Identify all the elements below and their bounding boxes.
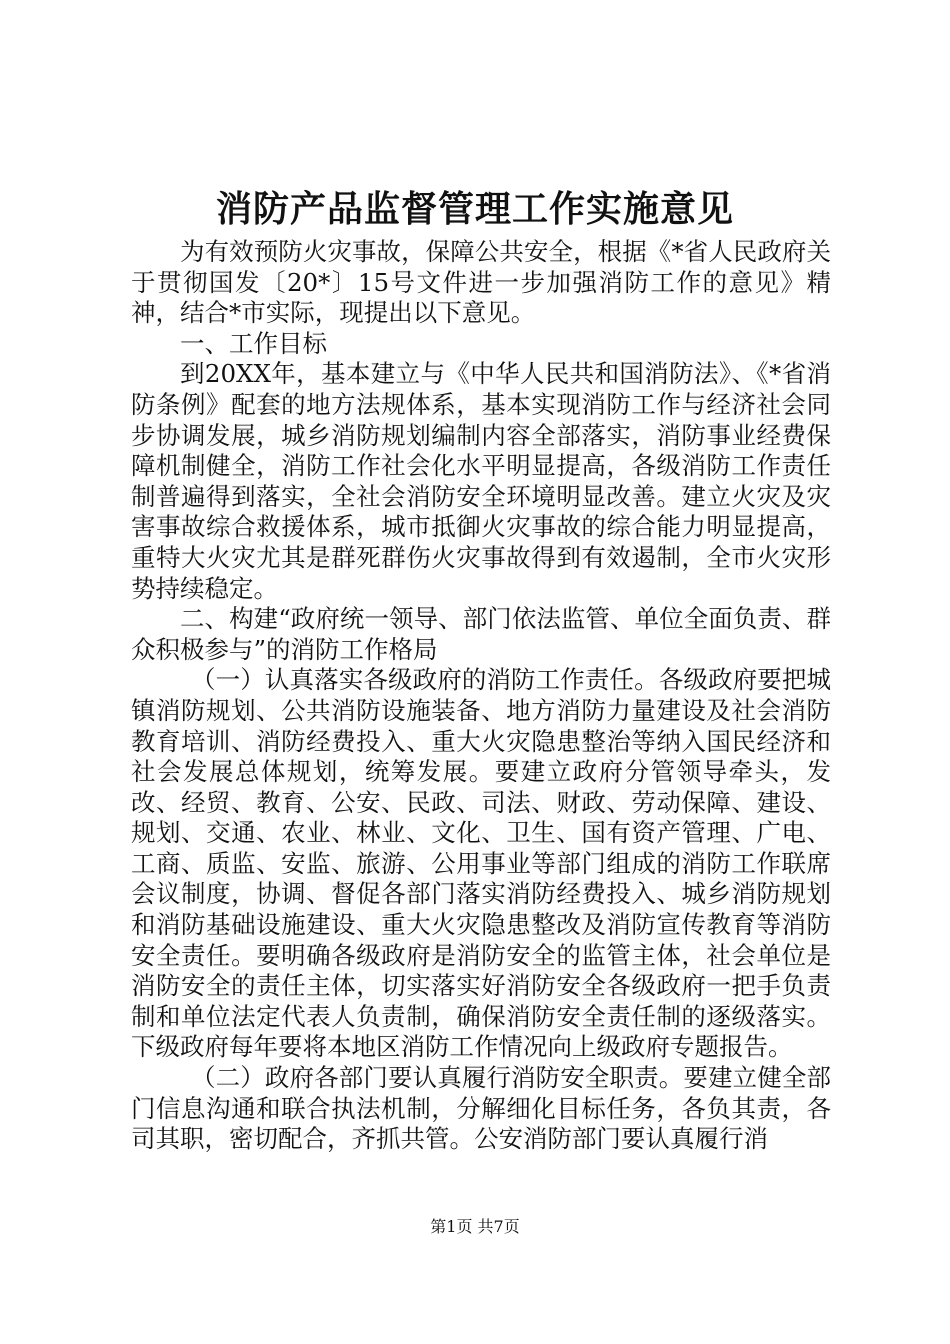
- heading-work-goal: 一、工作目标: [180, 328, 327, 358]
- paragraph-section-1: （一）认真落实各级政府的消防工作责任。各级政府要把城镇消防规划、公共消防设施装备、地方消防力量建设及社会消防教育培训、消防经费投入、重大火灾隐患整治等纳入国民经济和社会发展总体规划，统筹发展。要建立政府分管领导牵头，发改、经贸、教育、公安、民政、司法、财政、劳动保障、建设、规划、交通、农业、林业、文化、卫生、国有资产管理、广电、工商、质监、安监、旅游、公用事业等部门组成的消防工作联席会议制度，协调、督促各部门落实消防经费投入、城乡消防规划和消防基础设施建设、重大火灾隐患整改及消防宣传教育等消防安全责任。要明确各级政府是消防安全的监管主体，社会单位是消防安全的责任主体，切实落实好消防安全各级政府一把手负责制和单位法定代表人负责制，确保消防安全责任制的逐级落实。下级政府每年要将本地区消防工作情况向上级政府专题报告。: [131, 665, 831, 1062]
- paragraph-intro: 为有效预防火灾事故，保障公共安全，根据《*省人民政府关于贯彻国发〔20*〕15号文件进一步加强消防工作的意见》精神，结合*市实际，现提出以下意见。: [131, 237, 831, 328]
- heading-work-pattern: 二、构建“政府统一领导、部门依法监管、单位全面负责、群众积极参与”的消防工作格局: [131, 604, 831, 664]
- paragraph-section-2: （二）政府各部门要认真履行消防安全职责。要建立健全部门信息沟通和联合执法机制，分解细化目标任务，各负其责，各司其职，密切配合，齐抓共管。公安消防部门要认真履行消: [131, 1063, 831, 1154]
- document-body: [131, 237, 831, 1155]
- page-number-footer: 第1页 共7页: [430, 1217, 520, 1236]
- paragraph-work-goal: 到20XX年，基本建立与《中华人民共和国消防法》、《*省消防条例》配套的地方法规体系，基本实现消防工作与经济社会同步协调发展，城乡消防规划编制内容全部落实，消防事业经费保障机制健全，消防工作社会化水平明显提高，各级消防工作责任制普遍得到落实，全社会消防安全环境明显改善。建立火灾及灾害事故综合救援体系，城市抵御火灾事故的综合能力明显提高，重特大火灾尤其是群死群伤火灾事故得到有效遏制，全市火灾形势持续稳定。: [131, 359, 831, 603]
- document-title: 消防产品监督管理工作实施意见: [215, 188, 734, 230]
